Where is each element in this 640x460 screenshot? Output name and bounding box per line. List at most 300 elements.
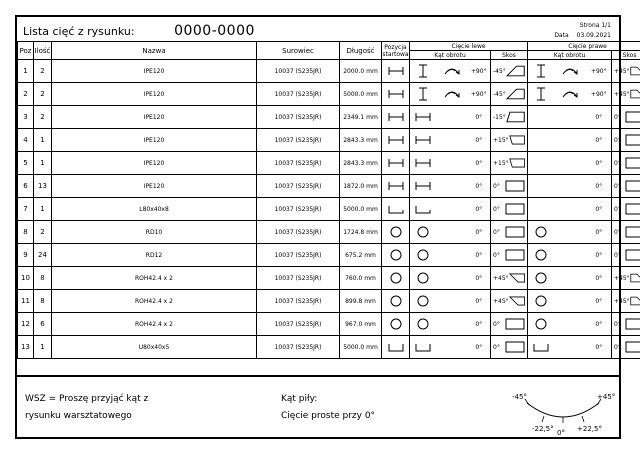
cell-right-angle: 0° [587, 152, 612, 175]
date-value: 03.09.2021 [576, 32, 611, 39]
title-label: Lista cięć z rysunku: [23, 25, 135, 38]
cell-right-angle: 0° [587, 129, 612, 152]
cell-right-position [528, 152, 554, 175]
col-pozycja-line1: Pozycja [384, 43, 407, 51]
round-profile-icon [535, 249, 547, 261]
rotation-arc-icon [561, 66, 579, 76]
channel-profile-icon [388, 342, 404, 352]
i-beam-horizontal-icon [415, 158, 431, 168]
angle-profile-icon [388, 204, 404, 214]
straight-cut-icon [625, 180, 640, 192]
i-beam-horizontal-icon [388, 112, 404, 122]
cell-right-angle: 0° [587, 313, 612, 336]
cell-poz: 7 [18, 198, 34, 221]
cell-nazwa: ROH42.4 x 2 [52, 290, 257, 313]
cell-poz: 2 [18, 83, 34, 106]
cell-right-skos [612, 129, 640, 152]
cell-left-angle: 0° [468, 221, 491, 244]
i-beam-horizontal-icon [415, 135, 431, 145]
footer [17, 375, 619, 441]
cell-dlugosc: 2000.0 mm [340, 60, 382, 83]
cell-left-rotation [436, 244, 468, 267]
cell-dlugosc: 899.8 mm [340, 290, 382, 313]
cell-surowiec: 10037 (S235JR) [257, 106, 340, 129]
cell-right-rotation [554, 290, 587, 313]
cell-right-rotation [554, 152, 587, 175]
cell-dlugosc: 967.0 mm [340, 313, 382, 336]
sheet-title [23, 23, 255, 39]
cell-poz: 4 [18, 129, 34, 152]
cell-right-rotation [554, 106, 587, 129]
cell-left-rotation [436, 198, 468, 221]
round-profile-icon [417, 318, 429, 330]
cell-poz: 1 [18, 60, 34, 83]
skos-angle: 0° [614, 205, 621, 213]
cell-right-position [528, 83, 554, 106]
col-prawe-kat-obrotu: Kąt obrotu [528, 51, 612, 60]
cell-nazwa: IPE120 [52, 129, 257, 152]
bevel-15-plus-icon [509, 134, 525, 146]
skos-angle: 0° [614, 136, 621, 144]
cell-left-position [410, 60, 436, 83]
cell-dlugosc: 1724.8 mm [340, 221, 382, 244]
cell-left-angle: 0° [468, 290, 491, 313]
straight-cut-icon [505, 341, 525, 353]
skos-angle: +45° [614, 297, 630, 305]
cell-ilosc: 2 [34, 60, 52, 83]
skos-angle: -15° [493, 113, 506, 121]
cell-right-position [528, 175, 554, 198]
straight-cut-icon [505, 318, 525, 330]
cell-ilosc: 8 [34, 267, 52, 290]
cell-dlugosc: 760.0 mm [340, 267, 382, 290]
cell-left-angle: 0° [468, 106, 491, 129]
cell-left-position [410, 244, 436, 267]
date-line [554, 31, 611, 41]
skos-angle: +45° [614, 67, 630, 75]
wsz-line-2: rysunku warsztatowego [25, 411, 132, 421]
cell-dlugosc: 2349.1 mm [340, 106, 382, 129]
cell-start-position [382, 175, 410, 198]
cell-ilosc: 2 [34, 221, 52, 244]
cell-nazwa: U80x40x5 [52, 336, 257, 359]
cell-right-position [528, 129, 554, 152]
cell-right-position [528, 336, 554, 359]
cell-ilosc: 2 [34, 106, 52, 129]
cell-left-position [410, 221, 436, 244]
bevel-45-right-icon [630, 272, 640, 284]
col-ilosc: Ilość [34, 42, 52, 60]
skos-angle: 0° [493, 228, 500, 236]
wsz-line-1: WSZ = Proszę przyjąć kąt z [25, 394, 149, 404]
col-lewe-kat-obrotu: Kąt obrotu [410, 51, 491, 60]
cell-left-rotation [436, 175, 468, 198]
cell-right-angle: 0° [587, 336, 612, 359]
cell-left-rotation [436, 336, 468, 359]
skos-angle: 0° [493, 343, 500, 351]
cell-left-rotation [436, 313, 468, 336]
round-profile-icon [535, 226, 547, 238]
cell-poz: 8 [18, 221, 34, 244]
bevel-45-left-icon [506, 88, 525, 100]
i-beam-vertical-icon [536, 64, 546, 78]
cut-list-sheet [15, 15, 637, 439]
cell-nazwa: L80x40x8 [52, 198, 257, 221]
skos-angle: 0° [614, 320, 621, 328]
cell-left-angle: 0° [468, 267, 491, 290]
cell-start-position [382, 152, 410, 175]
cell-right-skos [612, 83, 640, 106]
cell-left-angle: +90° [468, 83, 491, 106]
cell-right-angle: 0° [587, 175, 612, 198]
round-profile-icon [390, 249, 402, 261]
cell-left-position [410, 83, 436, 106]
cell-ilosc: 24 [34, 244, 52, 267]
cell-start-position [382, 106, 410, 129]
straight-cut-icon [625, 249, 640, 261]
i-beam-horizontal-icon [388, 89, 404, 99]
cell-dlugosc: 675.2 mm [340, 244, 382, 267]
cell-dlugosc: 5000.0 mm [340, 336, 382, 359]
skos-angle: 0° [493, 320, 500, 328]
gauge-tick-left-inner [542, 416, 544, 422]
i-beam-horizontal-icon [388, 158, 404, 168]
cell-left-position [410, 152, 436, 175]
saw-angle-gauge [511, 385, 615, 437]
straight-cut-icon [625, 203, 640, 215]
cell-right-rotation [554, 336, 587, 359]
skos-angle: 0° [614, 343, 621, 351]
col-dlugosc: Długość [340, 42, 382, 60]
round-profile-icon [417, 226, 429, 238]
cell-right-skos [612, 60, 640, 83]
round-profile-icon [535, 318, 547, 330]
cell-right-rotation [554, 313, 587, 336]
cell-ilosc: 2 [34, 83, 52, 106]
cell-right-rotation [554, 221, 587, 244]
cell-left-rotation [436, 290, 468, 313]
date-label: Data [554, 32, 569, 39]
cell-right-position [528, 60, 554, 83]
cell-left-skos [491, 129, 528, 152]
cell-left-skos [491, 221, 528, 244]
cell-left-skos [491, 175, 528, 198]
skos-angle: 0° [614, 159, 621, 167]
cell-surowiec: 10037 (S235JR) [257, 198, 340, 221]
i-beam-horizontal-icon [415, 181, 431, 191]
cell-right-angle: +90° [587, 60, 612, 83]
cell-right-skos [612, 198, 640, 221]
cell-right-position [528, 244, 554, 267]
cell-right-position [528, 313, 554, 336]
cell-right-angle: 0° [587, 290, 612, 313]
cell-dlugosc: 5000.0 mm [340, 83, 382, 106]
cell-right-skos [612, 221, 640, 244]
cell-dlugosc: 2843.3 mm [340, 129, 382, 152]
cell-nazwa: ROH42.4 x 2 [52, 267, 257, 290]
skos-angle: 0° [493, 182, 500, 190]
cell-poz: 12 [18, 313, 34, 336]
rotation-arc-icon [443, 89, 461, 99]
table-row [18, 244, 640, 267]
cell-left-position [410, 313, 436, 336]
skos-angle: +45° [614, 274, 630, 282]
bevel-15-left-icon [506, 111, 525, 123]
cell-left-angle: 0° [468, 336, 491, 359]
bevel-45-right-icon [630, 295, 640, 307]
table-row [18, 313, 640, 336]
cell-surowiec: 10037 (S235JR) [257, 129, 340, 152]
cell-right-skos [612, 313, 640, 336]
straight-cut-icon [625, 341, 640, 353]
cell-surowiec: 10037 (S235JR) [257, 313, 340, 336]
table-row [18, 336, 640, 359]
gauge-arc [527, 403, 599, 417]
cell-left-rotation [436, 106, 468, 129]
channel-profile-icon [415, 342, 431, 352]
cell-right-skos [612, 175, 640, 198]
cell-poz: 10 [18, 267, 34, 290]
cell-surowiec: 10037 (S235JR) [257, 60, 340, 83]
i-beam-horizontal-icon [388, 181, 404, 191]
cell-dlugosc: 2843.3 mm [340, 152, 382, 175]
round-profile-icon [390, 226, 402, 238]
round-profile-icon [535, 295, 547, 307]
cell-left-position [410, 198, 436, 221]
cell-left-skos [491, 244, 528, 267]
cell-start-position [382, 313, 410, 336]
cell-poz: 3 [18, 106, 34, 129]
i-beam-vertical-icon [418, 87, 428, 101]
cell-ilosc: 1 [34, 198, 52, 221]
cell-left-skos [491, 336, 528, 359]
skos-angle: 0° [614, 182, 621, 190]
cell-dlugosc: 5000.0 mm [340, 198, 382, 221]
skos-angle: +45° [493, 297, 509, 305]
straight-cut-icon [625, 226, 640, 238]
straight-cut-icon [505, 180, 525, 192]
skos-angle: 0° [614, 113, 621, 121]
cell-left-angle: 0° [468, 198, 491, 221]
cell-left-angle: 0° [468, 175, 491, 198]
cell-right-rotation [554, 198, 587, 221]
cell-surowiec: 10037 (S235JR) [257, 175, 340, 198]
cell-nazwa: ROH42.4 x 2 [52, 313, 257, 336]
col-pozycja-startowa [382, 42, 410, 60]
cell-start-position [382, 221, 410, 244]
cell-right-position [528, 267, 554, 290]
i-beam-horizontal-icon [388, 66, 404, 76]
gauge-label-right-outer: +45° [597, 393, 615, 401]
cell-right-skos [612, 244, 640, 267]
skos-angle: 0° [493, 251, 500, 259]
cell-right-skos [612, 152, 640, 175]
cell-right-position [528, 198, 554, 221]
cell-left-position [410, 106, 436, 129]
gauge-label-right-inner: +22,5° [577, 425, 602, 433]
cell-right-angle: 0° [587, 198, 612, 221]
round-profile-icon [535, 272, 547, 284]
cell-left-skos [491, 267, 528, 290]
saw-angle-desc: Cięcie proste przy 0° [281, 411, 376, 421]
col-ciecie-prawe: Cięcie prawe [528, 42, 640, 51]
cell-ilosc: 1 [34, 129, 52, 152]
cell-left-skos [491, 106, 528, 129]
straight-cut-icon [505, 203, 525, 215]
col-surowiec: Surowiec [257, 42, 340, 60]
table-row [18, 83, 640, 106]
cell-surowiec: 10037 (S235JR) [257, 336, 340, 359]
cell-surowiec: 10037 (S235JR) [257, 244, 340, 267]
col-lewe-skos: Skos [491, 51, 528, 60]
cell-ilosc: 8 [34, 290, 52, 313]
cell-right-rotation [554, 244, 587, 267]
i-beam-vertical-icon [536, 87, 546, 101]
table-row [18, 198, 640, 221]
cell-right-angle: 0° [587, 106, 612, 129]
cell-left-angle: 0° [468, 313, 491, 336]
page-indicator: Strona 1/1 [579, 22, 611, 29]
channel-profile-icon [533, 342, 549, 352]
table-row [18, 152, 640, 175]
cell-left-rotation [436, 83, 468, 106]
skos-angle: -45° [493, 67, 506, 75]
skos-angle: +15° [493, 159, 509, 167]
cell-poz: 5 [18, 152, 34, 175]
cell-left-rotation [436, 221, 468, 244]
cell-ilosc: 1 [34, 336, 52, 359]
gauge-label-center: 0° [557, 429, 565, 437]
round-profile-icon [390, 318, 402, 330]
cell-left-skos [491, 83, 528, 106]
straight-cut-icon [625, 111, 640, 123]
cell-right-position [528, 290, 554, 313]
cell-dlugosc: 1872.0 mm [340, 175, 382, 198]
gauge-label-left-inner: -22,5° [532, 425, 554, 433]
bevel-45-plus-icon [509, 272, 525, 284]
cell-start-position [382, 267, 410, 290]
cell-surowiec: 10037 (S235JR) [257, 152, 340, 175]
cell-poz: 6 [18, 175, 34, 198]
cell-start-position [382, 290, 410, 313]
table-row [18, 267, 640, 290]
cell-left-rotation [436, 129, 468, 152]
cell-right-rotation [554, 60, 587, 83]
cell-start-position [382, 60, 410, 83]
cell-right-rotation [554, 129, 587, 152]
cell-left-rotation [436, 267, 468, 290]
cell-left-skos [491, 313, 528, 336]
cell-left-position [410, 290, 436, 313]
cell-poz: 11 [18, 290, 34, 313]
cell-right-rotation [554, 175, 587, 198]
table-row [18, 221, 640, 244]
col-prawe-skos: Skos [612, 51, 640, 60]
skos-angle: 0° [614, 228, 621, 236]
angle-profile-icon [415, 204, 431, 214]
round-profile-icon [390, 272, 402, 284]
table-row [18, 175, 640, 198]
cell-right-rotation [554, 267, 587, 290]
straight-cut-icon [625, 157, 640, 169]
cell-surowiec: 10037 (S235JR) [257, 221, 340, 244]
cell-nazwa: RD10 [52, 221, 257, 244]
straight-cut-icon [505, 249, 525, 261]
cell-right-angle: 0° [587, 267, 612, 290]
bevel-45-right-icon [630, 65, 640, 77]
cell-start-position [382, 244, 410, 267]
cell-left-skos [491, 290, 528, 313]
cell-nazwa: IPE120 [52, 106, 257, 129]
cell-left-position [410, 129, 436, 152]
straight-cut-icon [625, 318, 640, 330]
cell-right-skos [612, 290, 640, 313]
cell-start-position [382, 198, 410, 221]
cut-list-table [17, 41, 640, 359]
round-profile-icon [417, 295, 429, 307]
i-beam-vertical-icon [418, 64, 428, 78]
cell-ilosc: 13 [34, 175, 52, 198]
bevel-45-plus-icon [509, 295, 525, 307]
cell-poz: 9 [18, 244, 34, 267]
table-row [18, 129, 640, 152]
cell-right-skos [612, 336, 640, 359]
round-profile-icon [390, 295, 402, 307]
cell-start-position [382, 129, 410, 152]
cell-right-angle: 0° [587, 221, 612, 244]
cell-ilosc: 6 [34, 313, 52, 336]
cell-surowiec: 10037 (S235JR) [257, 267, 340, 290]
cell-left-skos [491, 152, 528, 175]
cell-right-skos [612, 106, 640, 129]
col-nazwa: Nazwa [52, 42, 257, 60]
skos-angle: +15° [493, 136, 509, 144]
col-ciecie-lewe: Cięcie lewe [410, 42, 528, 51]
bevel-45-right-icon [630, 88, 640, 100]
cell-right-position [528, 221, 554, 244]
cell-left-skos [491, 198, 528, 221]
straight-cut-icon [625, 134, 640, 146]
skos-angle: -45° [493, 90, 506, 98]
cell-left-angle: 0° [468, 129, 491, 152]
gauge-tick-right-inner [582, 416, 584, 422]
cell-start-position [382, 336, 410, 359]
gauge-label-left-outer: -45° [512, 393, 527, 401]
cell-left-position [410, 267, 436, 290]
rotation-arc-icon [443, 66, 461, 76]
cell-nazwa: IPE120 [52, 152, 257, 175]
straight-cut-icon [505, 226, 525, 238]
cell-left-angle: 0° [468, 244, 491, 267]
table-row [18, 290, 640, 313]
skos-angle: +45° [614, 90, 630, 98]
cell-ilosc: 1 [34, 152, 52, 175]
cell-right-skos [612, 267, 640, 290]
saw-angle-label: Kąt piły: [281, 394, 318, 404]
cell-right-position [528, 106, 554, 129]
cell-surowiec: 10037 (S235JR) [257, 83, 340, 106]
table-row [18, 60, 640, 83]
cell-left-rotation [436, 60, 468, 83]
cell-left-skos [491, 60, 528, 83]
bevel-15-plus-icon [509, 157, 525, 169]
cell-right-angle: 0° [587, 244, 612, 267]
cell-nazwa: IPE120 [52, 175, 257, 198]
skos-angle: 0° [614, 251, 621, 259]
cell-left-angle: 0° [468, 152, 491, 175]
cell-left-rotation [436, 152, 468, 175]
cell-nazwa: RD12 [52, 244, 257, 267]
